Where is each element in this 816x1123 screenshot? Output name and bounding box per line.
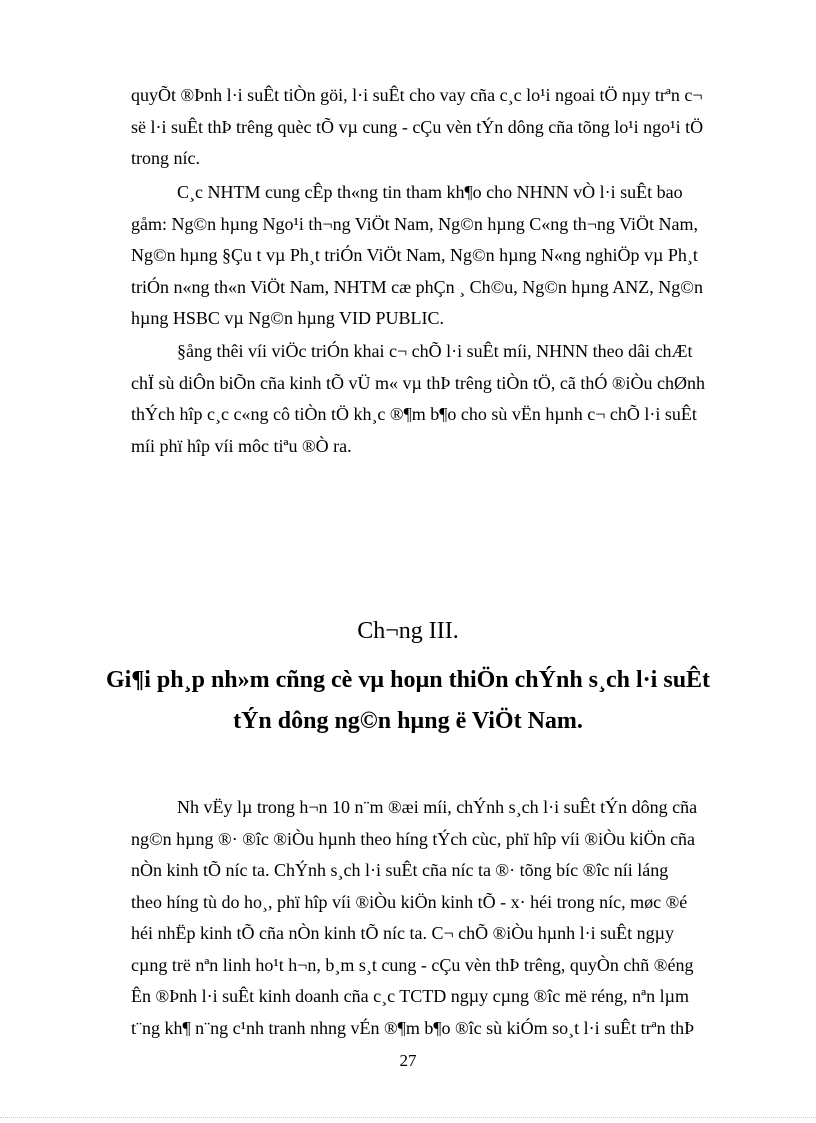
text-line: cµng trë nªn linh ho¹t h¬n, b¸m s¸t cung - cÇu vèn thÞ trêng, quyÒn chñ ®éng — [131, 954, 694, 975]
text-line: ng©n hµng ®· ®îc ®iÒu hµnh theo híng tÝch cùc, phï hîp víi ®iÒu kiÖn cña — [131, 828, 696, 849]
text-line: t¨ng kh¶ n¨ng c¹nh tranh nhng vÉn ®¶m b¶o ®îc sù kiÓm so¸t l·i suÊt trªn thÞ — [131, 1017, 695, 1038]
text-line: së l·i suÊt thÞ trêng quèc tÕ vµ cung - cÇu vèn tÝn dông cña tõng lo¹i ngo¹i tÖ — [131, 116, 704, 137]
text-line: chÏ sù diÔn biÕn cña kinh tÕ vÜ m« vµ thÞ trêng tiÒn tÖ, cã thÓ ®iÒu chØnh — [131, 372, 705, 393]
chapter-heading — [0, 660, 816, 742]
text-line: triÓn n«ng th«n ViÖt Nam, NHTM cæ phÇn ¸ Ch©u, Ng©n hµng ANZ, Ng©n — [131, 276, 703, 297]
text-line: nÒn kinh tÕ níc ta. ChÝnh s¸ch l·i suÊt cña níc ta ®· tõng bíc ®îc níi láng — [131, 860, 669, 880]
text-line: §ång thêi víi viÖc triÓn khai c¬ chÕ l·i suÊt míi, NHNN theo dâi chÆt — [177, 341, 693, 361]
text-line: C¸c NHTM cung cÊp th«ng tin tham kh¶o cho NHNN vÒ l·i suÊt bao — [177, 182, 683, 202]
text-line: Nh vËy lµ trong h¬n 10 n¨m ®æi míi, chÝnh s¸ch l·i suÊt tÝn dông cña — [177, 797, 698, 817]
text-line: thÝch hîp c¸c c«ng cô tiÒn tÖ kh¸c ®¶m b¶o cho sù vËn hµnh c¬ chÕ l·i suÊt — [131, 404, 697, 424]
page-bottom-divider — [0, 1117, 816, 1118]
paragraph-rates-foreign-currency — [131, 80, 771, 175]
text-line: míi phï hîp víi môc tiªu ®Ò ra. — [131, 435, 352, 456]
text-line: Ên ®Þnh l·i suÊt kinh doanh cña c¸c TCTD ngµy cµng ®îc më réng, nªn lµm — [131, 986, 689, 1006]
text-line: trong níc. — [131, 148, 200, 168]
chapter-label: Ch¬ng III. — [357, 618, 459, 644]
page-number: 27 — [399, 1051, 417, 1070]
heading-line: tÝn dông ng©n hµng ë ViÖt Nam. — [233, 708, 583, 734]
heading-line: Gi¶i ph¸p nh»m cñng cè vµ hoµn thiÖn chÝnh s¸ch l·i suÊt — [105, 667, 711, 693]
text-line: Ng©n hµng §Çu t vµ Ph¸t triÓn ViÖt Nam, Ng©n hµng N«ng nghiÖp vµ Ph¸t — [131, 245, 698, 265]
text-line: héi nhËp kinh tÕ cña nÒn kinh tÕ níc ta. C¬ chÕ ®iÒu hµnh l·i suÊt ngµy — [131, 923, 675, 943]
text-line: theo híng tù do ho¸, phï hîp víi ®iÒu kiÖn kinh tÕ - x· héi trong níc, møc ®é — [131, 891, 688, 912]
paragraph-monitoring — [131, 336, 771, 462]
text-line: hµng HSBC vµ Ng©n hµng VID PUBLIC. — [131, 308, 444, 328]
paragraph-commercial-banks — [131, 177, 771, 335]
text-line: quyÕt ®Þnh l·i suÊt tiÒn göi, l·i suÊt cho vay cña c¸c lo¹i ngoai tÖ nµy trªn c¬ — [131, 85, 703, 105]
text-line: gåm: Ng©n hµng Ngo¹i th¬ng ViÖt Nam, Ng©n hµng C«ng th¬ng ViÖt Nam, — [131, 213, 698, 234]
paragraph-policy-overview — [131, 792, 771, 1044]
